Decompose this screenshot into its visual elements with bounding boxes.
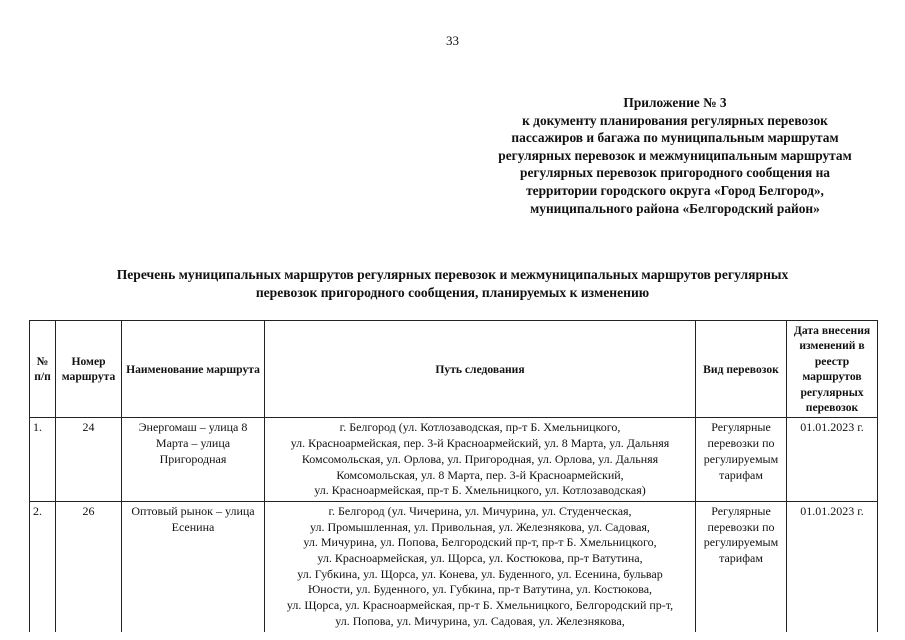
table-header-row <box>30 321 878 418</box>
table-row <box>30 501 878 631</box>
path-line: Комсомольская, ул. Орлова, ул. Пригородная, ул. Орлова, ул. Дальняя <box>301 451 659 466</box>
path-line: ул. Промышленная, ул. Привольная, ул. Железнякова, ул. Садовая, <box>310 519 650 534</box>
path-line: г. Белгород (ул. Котлозаводская, пр-т Б. Хмельницкого, <box>339 420 621 435</box>
list-title-line: Перечень муниципальных маршрутов регулярных перевозок и межмуниципальных маршрутов регулярных <box>116 267 789 282</box>
header-date: Дата внесения изменений в реестр маршрутов регулярных перевозок <box>787 321 878 418</box>
cell-transport-type: Регулярные перевозки по регулируемым тарифам <box>696 418 787 502</box>
appendix-line: Приложение № 3 <box>623 95 727 110</box>
header-transport-type: Вид перевозок <box>696 321 787 418</box>
cell-path <box>265 501 696 631</box>
appendix-heading <box>440 94 905 217</box>
path-line: г. Белгород (ул. Чичерина, ул. Мичурина, ул. Студенческая, <box>328 503 632 518</box>
header-num: № п/п <box>30 321 56 418</box>
cell-date: 01.01.2023 г. <box>787 418 878 502</box>
cell-route-number: 24 <box>56 418 122 502</box>
header-route-number: Номер маршрута <box>56 321 122 418</box>
appendix-line: к документу планирования регулярных перевозок <box>522 112 828 128</box>
routes-table <box>29 320 878 632</box>
cell-num: 1. <box>30 418 56 502</box>
path-line: ул. Красноармейская, ул. Щорса, ул. Костюкова, пр-т Ватутина, <box>317 551 643 566</box>
path-line: Комсомольская, ул. 8 Марта, пер. 3-й Красноармейский, <box>336 467 624 482</box>
cell-num: 2. <box>30 501 56 631</box>
cell-date: 01.01.2023 г. <box>787 501 878 631</box>
cell-route-number: 26 <box>56 501 122 631</box>
path-line: ул. Щорса, ул. Красноармейская, пр-т Б. Хмельницкого, Белгородский пр-т, <box>286 598 674 613</box>
table-row <box>30 418 878 502</box>
path-line: ул. Красноармейская, пр-т Б. Хмельницкого, ул. Котлозаводская) <box>314 483 646 498</box>
cell-route-name: Оптовый рынок – улица Есенина <box>122 501 265 631</box>
list-title <box>0 266 905 302</box>
cell-transport-type: Регулярные перевозки по регулируемым тарифам <box>696 501 787 631</box>
page-number: 33 <box>446 33 459 48</box>
header-route-name: Наименование маршрута <box>122 321 265 418</box>
path-line: ул. Мичурина, ул. Попова, Белгородский пр-т, пр-т Б. Хмельницкого, <box>303 535 657 550</box>
path-line: ул. Красноармейская, пер. 3-й Красноармейский, ул. 8 Марта, ул. Дальняя <box>290 436 670 451</box>
appendix-line: территории городского округа «Город Белгород», <box>526 182 824 198</box>
list-title-line: перевозок пригородного сообщения, планируемых к изменению <box>255 285 650 300</box>
path-line: ул. Губкина, ул. Щорса, ул. Конева, ул. Буденного, ул. Есенина, бульвар <box>297 566 663 581</box>
appendix-line: регулярных перевозок и межмуниципальным маршрутам <box>498 147 852 163</box>
appendix-line: муниципального района «Белгородский район» <box>530 200 820 216</box>
cell-path <box>265 418 696 502</box>
path-line: Юности, ул. Буденного, ул. Губкина, пр-т Ватутина, ул. Костюкова, <box>307 582 653 597</box>
appendix-line: регулярных перевозок пригородного сообщения на <box>520 165 830 181</box>
path-line: ул. Попова, ул. Мичурина, ул. Садовая, ул. Железнякова, <box>335 613 625 628</box>
cell-route-name: Энергомаш – улица 8 Марта – улица Пригородная <box>122 418 265 502</box>
appendix-line: пассажиров и багажа по муниципальным маршрутам <box>511 130 839 146</box>
header-path: Путь следования <box>265 321 696 418</box>
